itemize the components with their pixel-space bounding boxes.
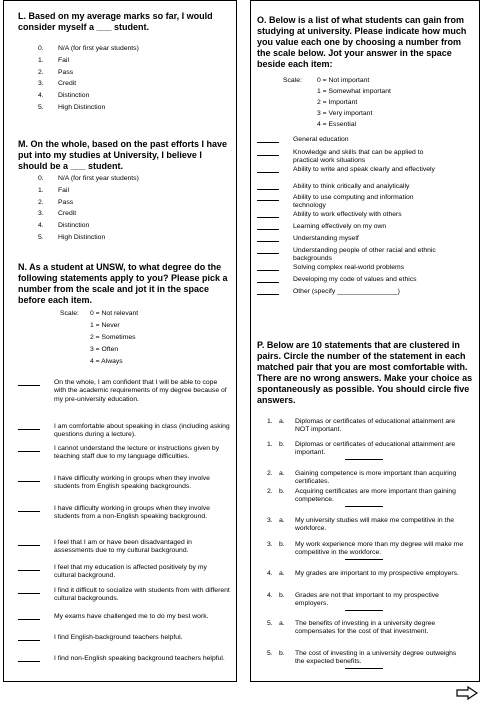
pair-divider (345, 610, 383, 611)
scale-row: 4 = Always (90, 358, 123, 365)
statement-number[interactable]: 4. (267, 592, 273, 599)
pair-divider (345, 459, 383, 460)
answer-blank[interactable] (18, 445, 40, 452)
value-item-text: Understanding myself (293, 235, 359, 242)
answer-blank[interactable] (257, 223, 279, 230)
question-M-options (38, 173, 228, 244)
option-label: Pass (58, 198, 74, 206)
statement-letter: a. (279, 570, 285, 577)
right-column (250, 0, 480, 682)
pair-divider (345, 559, 383, 560)
option-item[interactable] (38, 67, 228, 79)
answer-blank[interactable] (257, 235, 279, 242)
option-item[interactable] (38, 208, 228, 220)
option-item[interactable] (38, 185, 228, 197)
question-N-scale (60, 308, 220, 368)
option-number: 4. (38, 92, 44, 100)
option-number: 5. (38, 103, 44, 111)
scale-row: 1 = Never (90, 322, 120, 329)
answer-blank[interactable] (18, 655, 40, 662)
statement-text: Diplomas or certificates of educational attainment are NOT important. (295, 418, 456, 434)
statement-number[interactable]: 5. (267, 650, 273, 657)
value-item-text: Ability to think critically and analytically (293, 183, 410, 190)
option-item[interactable] (38, 173, 228, 185)
question-L-options (38, 43, 228, 114)
question-M-title: M. On the whole, based on the past efforts I have put into my studies at University, I believe I should be a ___ student. (18, 139, 228, 171)
value-item-text: Ability to use computing and information technology (293, 194, 414, 210)
answer-blank[interactable] (257, 264, 279, 271)
scale-row: 0 = Not relevant (90, 310, 139, 317)
scale-row: 3 = Often (90, 346, 119, 353)
answer-blank[interactable] (257, 211, 279, 218)
answer-blank[interactable] (257, 247, 279, 254)
value-item-text: Ability to work effectively with others (293, 211, 402, 218)
question-L (18, 11, 233, 33)
scale-label: Scale: (283, 77, 302, 84)
answer-blank[interactable] (257, 136, 279, 143)
rating-item-text: I find it difficult to socialize with students from with different cultural backgrounds. (54, 587, 230, 603)
answer-blank[interactable] (18, 587, 40, 594)
statement-number[interactable]: 3. (267, 541, 273, 548)
answer-blank[interactable] (18, 475, 40, 482)
option-item[interactable] (38, 197, 228, 209)
answer-blank[interactable] (18, 423, 40, 430)
option-label: Credit (58, 210, 77, 218)
scale-row: 0 = Not important (317, 77, 370, 84)
option-number: 3. (38, 210, 44, 218)
answer-blank[interactable] (257, 149, 279, 156)
value-item-text: Solving complex real-world problems (293, 264, 405, 271)
answer-blank[interactable] (18, 539, 40, 546)
rating-item-text: I find non-English speaking background teachers helpful. (54, 655, 225, 662)
option-item[interactable] (38, 232, 228, 244)
option-number: 5. (38, 233, 44, 241)
option-label: Fail (58, 56, 69, 64)
rating-item-text: I have difficulty working in groups when they involve students from a non-English speaking background. (54, 505, 210, 521)
option-item[interactable] (38, 102, 228, 114)
left-column (3, 0, 237, 682)
scale-row: 1 = Somewhat important (317, 88, 391, 95)
statement-number[interactable]: 1. (267, 441, 273, 448)
value-item-text: Understanding people of other racial and ethnic backgrounds (293, 247, 436, 263)
option-number: 2. (38, 198, 44, 206)
option-number: 1. (38, 56, 44, 64)
option-number: 1. (38, 186, 44, 194)
statement-number[interactable]: 1. (267, 418, 273, 425)
option-item[interactable] (38, 43, 228, 55)
statement-text: Gaining competence is more important than acquiring certificates. (295, 470, 457, 486)
answer-blank[interactable] (18, 613, 40, 620)
option-item[interactable] (38, 55, 228, 67)
answer-blank[interactable] (18, 505, 40, 512)
statement-text: My university studies will make me competitive in the workforce. (295, 517, 455, 533)
rating-item-text: My exams have challenged me to do my best work. (54, 613, 209, 620)
statement-text: Acquiring certificates are more important than gaining competence. (295, 488, 456, 504)
option-item[interactable] (38, 220, 228, 232)
statement-text: My grades are important to my prospective employers. (295, 570, 459, 577)
question-N-title: N. As a student at UNSW, to what degree do the following statements apply to you? Please pick a number from the scale and jot it in the space before each item. (18, 262, 228, 305)
scale-row: 2 = Sometimes (90, 334, 136, 341)
question-P-title: P. Below are 10 statements that are clustered in pairs. Circle the number of the statement in each matched pair that you are most comfortable with. There are no wrong answers. Make your choice as spontaneously as possible. You should circle five answers. (257, 340, 473, 405)
option-label: N/A (for first year students) (58, 175, 139, 182)
scale-row: 4 = Essential (317, 121, 357, 128)
statement-text: The cost of investing in a university degree outweighs the expected benefits. (295, 650, 457, 666)
rating-item-text: I am comfortable about speaking in class (including asking questions during a lecture). (54, 423, 230, 439)
question-P (257, 340, 475, 406)
option-item[interactable] (38, 78, 228, 90)
statement-number[interactable]: 4. (267, 570, 273, 577)
statement-letter: b. (279, 541, 285, 548)
option-number: 4. (38, 222, 44, 230)
statement-text: My work experience more than my degree will make me competitive in the workforce. (295, 541, 464, 557)
statement-letter: a. (279, 517, 285, 524)
answer-blank[interactable] (18, 564, 40, 571)
value-item-text: Ability to write and speak clearly and effectively (293, 166, 435, 173)
question-O-title (257, 15, 475, 70)
question-O (257, 15, 475, 70)
question-M (18, 139, 233, 172)
option-label: High Distinction (58, 103, 106, 111)
statement-number[interactable]: 5. (267, 620, 273, 627)
statement-text: The benefits of investing in a university degree compensates for the cost of that investment. (295, 620, 436, 636)
value-item-text: Developing my code of values and ethics (293, 276, 417, 283)
answer-blank[interactable] (257, 183, 279, 190)
statement-letter: b. (279, 650, 285, 657)
value-item-text: Other (specify ________________) (293, 288, 400, 295)
answer-blank[interactable] (257, 276, 279, 283)
option-label: Distinction (58, 222, 90, 230)
option-number: 0. (38, 45, 44, 52)
question-O-items (257, 136, 475, 326)
option-label: Credit (58, 80, 77, 88)
answer-blank[interactable] (257, 288, 279, 295)
rating-item-text: On the whole, I am confident that I will be able to cope with the academic requirements of my degree because of my pre-university education. (54, 379, 227, 403)
statement-text: Grades are not that important to my prospective employers. (295, 592, 439, 608)
rating-item-text: I feel that I am or have been disadvantaged in assessments due to my cultural background. (54, 539, 192, 555)
option-label: N/A (for first year students) (58, 45, 139, 52)
answer-blank[interactable] (18, 379, 40, 386)
scale-row: 2 = Important (317, 99, 358, 106)
option-label: High Distinction (58, 233, 106, 241)
option-number: 3. (38, 80, 44, 88)
pair-divider (345, 506, 383, 507)
scale-label: Scale: (60, 310, 79, 317)
statement-text: Diplomas or certificates of educational attainment are important. (295, 441, 456, 457)
answer-blank[interactable] (257, 194, 279, 201)
statement-number[interactable]: 2. (267, 470, 273, 477)
statement-letter: a. (279, 418, 285, 425)
rating-item-text: I cannot understand the lecture or instructions given by teaching staff due to my language difficulties. (54, 445, 220, 461)
question-O-scale (283, 75, 473, 135)
pair-divider (345, 668, 383, 669)
option-label: Fail (58, 186, 69, 194)
statement-letter: b. (279, 488, 285, 495)
question-O-title-text: O. Below is a list of what students can gain from studying at university. Please indicate how much you value each one by choosing a number from the scale below. Jot your answer in the space beside each item: (257, 15, 467, 69)
rating-item-text: I have difficulty working in groups when they involve students from English speaking backgrounds. (54, 475, 210, 491)
option-label: Pass (58, 68, 74, 76)
option-number: 0. (38, 175, 44, 182)
statement-letter: a. (279, 620, 285, 627)
value-item-text: Learning effectively on my own (293, 223, 387, 230)
question-P-pairs (257, 418, 475, 678)
rating-item-text: I feel that my education is affected positively by my cultural background. (54, 564, 207, 580)
statement-letter: b. (279, 592, 285, 599)
question-N (18, 262, 233, 306)
question-N-items (18, 379, 230, 679)
statement-number[interactable]: 3. (267, 517, 273, 524)
statement-letter: a. (279, 470, 285, 477)
statement-letter: b. (279, 441, 285, 448)
value-item-text: Knowledge and skills that can be applied to practical work situations (293, 149, 424, 165)
right-arrow-icon[interactable] (456, 686, 478, 700)
option-number: 2. (38, 68, 44, 76)
scale-row: 3 = Very important (317, 110, 373, 117)
statement-number[interactable]: 2. (267, 488, 273, 495)
rating-item-text: I find English-background teachers helpful. (54, 634, 183, 641)
question-L-title: L. Based on my average marks so far, I would consider myself a ___ student. (18, 11, 213, 32)
answer-blank[interactable] (257, 166, 279, 173)
option-item[interactable] (38, 90, 228, 102)
value-item-text: General education (293, 136, 349, 143)
answer-blank[interactable] (18, 634, 40, 641)
option-label: Distinction (58, 92, 90, 100)
